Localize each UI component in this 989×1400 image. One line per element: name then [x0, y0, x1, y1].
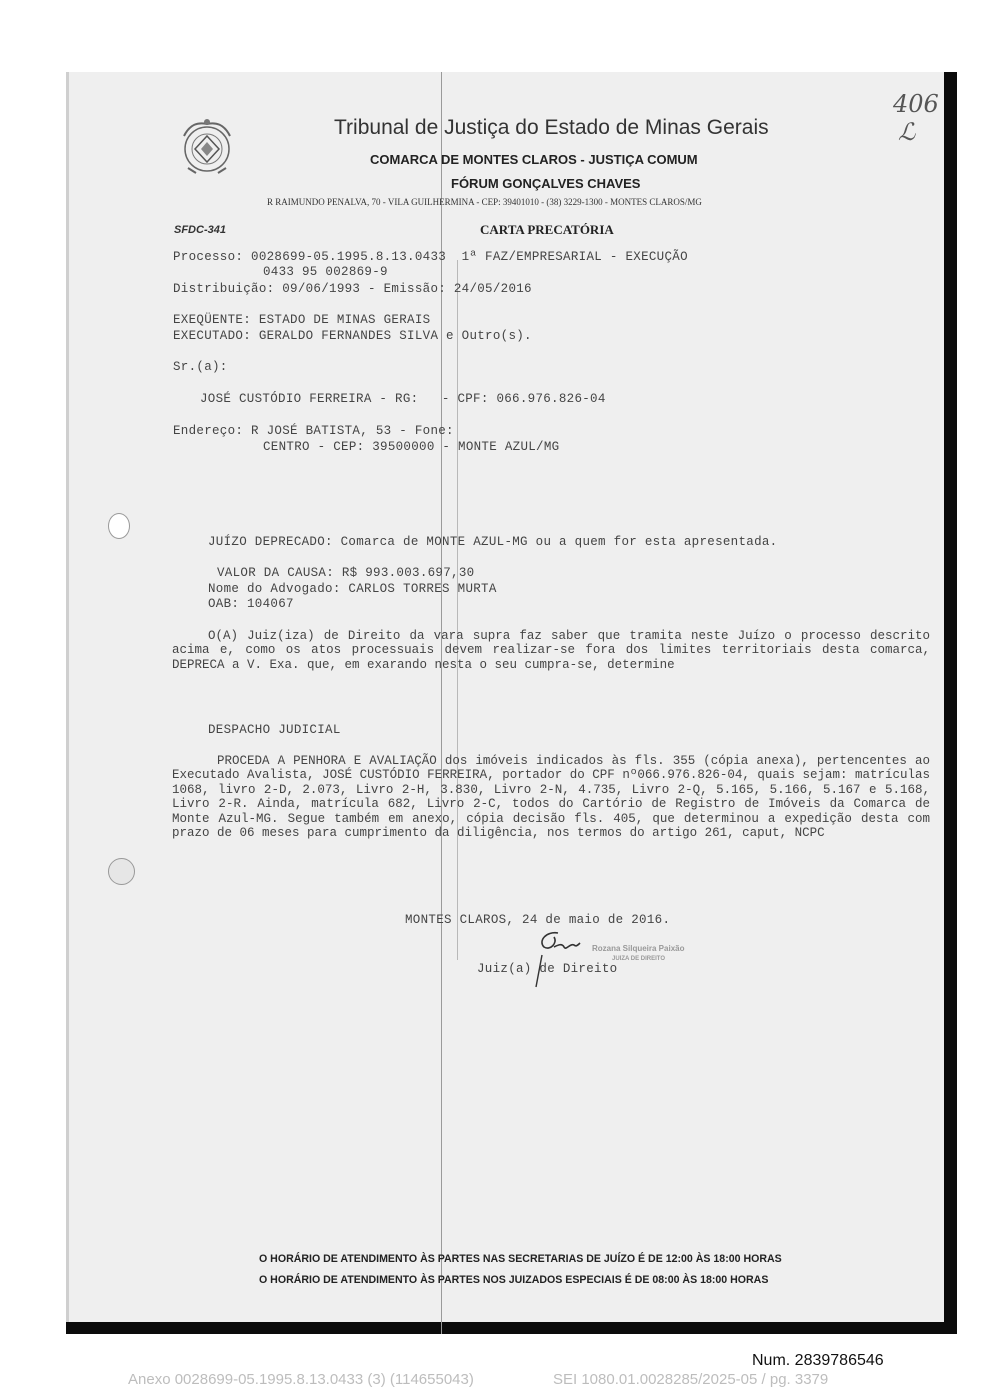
court-address: R RAIMUNDO PENALVA, 70 - VILA GUILHERMINA - CEP: 39401010 - (38) 3229-1300 - MONTES CLAROS/MG — [267, 197, 702, 207]
despacho-text: PROCEDA A PENHORA E AVALIAÇÃO dos imóveis indicados às fls. 355 (cópia anexa), pertencentes ao Executado Avalista, JOSÉ CUSTÓDIO FERREIRA, portador do CPF nº066.976.826-04, quais sejam: matrículas 1068, livro 2-D, 2.073, Livro 2-H, 3.830, Livro 2-N, 4.735, Livro 2-Q, 5.165, 5.166, 5.167 e 5.168, Livro 2-R. Ainda, matrícula 682, Livro 2-C, todos do Cartório de Registro de Imóveis da Comarca de Monte Azul-MG. Segue também em anexo, cópia decisão fls. 405, que determinou a expedição desta com prazo de 06 meses para cumprimento da diligência, nos termos do artigo 261, caput, NCPC — [172, 754, 930, 841]
document-type: CARTA PRECATÓRIA — [480, 222, 614, 237]
handwritten-page-number: 406 — [893, 90, 939, 118]
footer-line-2: O HORÁRIO DE ATENDIMENTO ÀS PARTES NOS JUIZADOS ESPECIAIS É DE 08:00 ÀS 18:00 HORAS — [259, 1274, 769, 1286]
tribunal-title: Tribunal de Justiça do Estado de Minas Gerais — [334, 116, 769, 139]
fold-line-secondary — [457, 260, 458, 960]
comarca-heading: COMARCA DE MONTES CLAROS - JUSTIÇA COMUM — [370, 152, 698, 167]
judge-stamp-role: JUIZA DE DIREITO — [612, 956, 666, 962]
despacho-title: DESPACHO JUDICIAL — [208, 723, 341, 737]
scan-bottom-edge — [66, 1322, 957, 1334]
anexo-reference: Anexo 0028699-05.1995.8.13.0433 (3) (114655043) — [128, 1371, 474, 1388]
advogado-name: Nome do Advogado: CARLOS TORRES MURTA — [208, 582, 497, 596]
coat-of-arms-logo — [176, 116, 238, 178]
process-old-number: 0433 95 002869-9 — [263, 265, 388, 279]
executado: EXECUTADO: GERALDO FERNANDES SILVA e Outro(s). — [173, 329, 532, 343]
salutation: Sr.(a): — [173, 360, 228, 374]
body-paragraph: O(A) Juiz(iza) de Direito da vara supra faz saber que tramita neste Juízo o processo descrito acima e, como os atos processuais devem realizar-se fora dos limites territoriais desta comarca, DEPRECA a V. Exa. que, em exarando nesta o seu cumpra-se, determine — [172, 629, 930, 672]
valor-da-causa: VALOR DA CAUSA: R$ 993.003.697,30 — [217, 566, 475, 580]
addressee-address: Endereço: R JOSÉ BATISTA, 53 - Fone: — [173, 424, 454, 438]
addressee-city: CENTRO - CEP: 39500000 - MONTE AZUL/MG — [263, 440, 560, 454]
juizo-deprecado: JUÍZO DEPRECADO: Comarca de MONTE AZUL-MG ou a quem for esta apresentada. — [208, 535, 778, 549]
distribution-date: Distribuição: 09/06/1993 - Emissão: 24/05/2016 — [173, 282, 532, 296]
handwritten-signature — [528, 925, 588, 990]
document-number: Num. 2839786546 — [752, 1352, 884, 1369]
addressee-name: JOSÉ CUSTÓDIO FERREIRA - RG: - CPF: 066.976.826-04 — [200, 392, 606, 406]
oab-number: OAB: 104067 — [208, 597, 294, 611]
punch-hole-bottom — [108, 858, 135, 885]
scan-left-edge — [66, 72, 69, 1334]
judge-stamp-name: Rozana Silqueira Paixão — [592, 944, 685, 953]
sei-reference: SEI 1080.01.0028285/2025-05 / pg. 3379 — [553, 1371, 829, 1388]
handwritten-mark: ℒ — [898, 118, 916, 146]
punch-hole-top — [108, 513, 130, 539]
form-code: SFDC-341 — [174, 224, 226, 236]
process-number: Processo: 0028699-05.1995.8.13.0433 1ª FAZ/EMPRESARIAL - EXECUÇÃO — [173, 250, 688, 264]
signature-title: Juiz(a) de Direito — [477, 962, 618, 976]
footer-line-1: O HORÁRIO DE ATENDIMENTO ÀS PARTES NAS SECRETARIAS DE JUÍZO É DE 12:00 ÀS 18:00 HORAS — [259, 1253, 782, 1265]
place-date: MONTES CLAROS, 24 de maio de 2016. — [405, 913, 671, 927]
exequente: EXEQÜENTE: ESTADO DE MINAS GERAIS — [173, 313, 431, 327]
scan-right-edge — [944, 72, 957, 1334]
forum-heading: FÓRUM GONÇALVES CHAVES — [451, 176, 641, 191]
